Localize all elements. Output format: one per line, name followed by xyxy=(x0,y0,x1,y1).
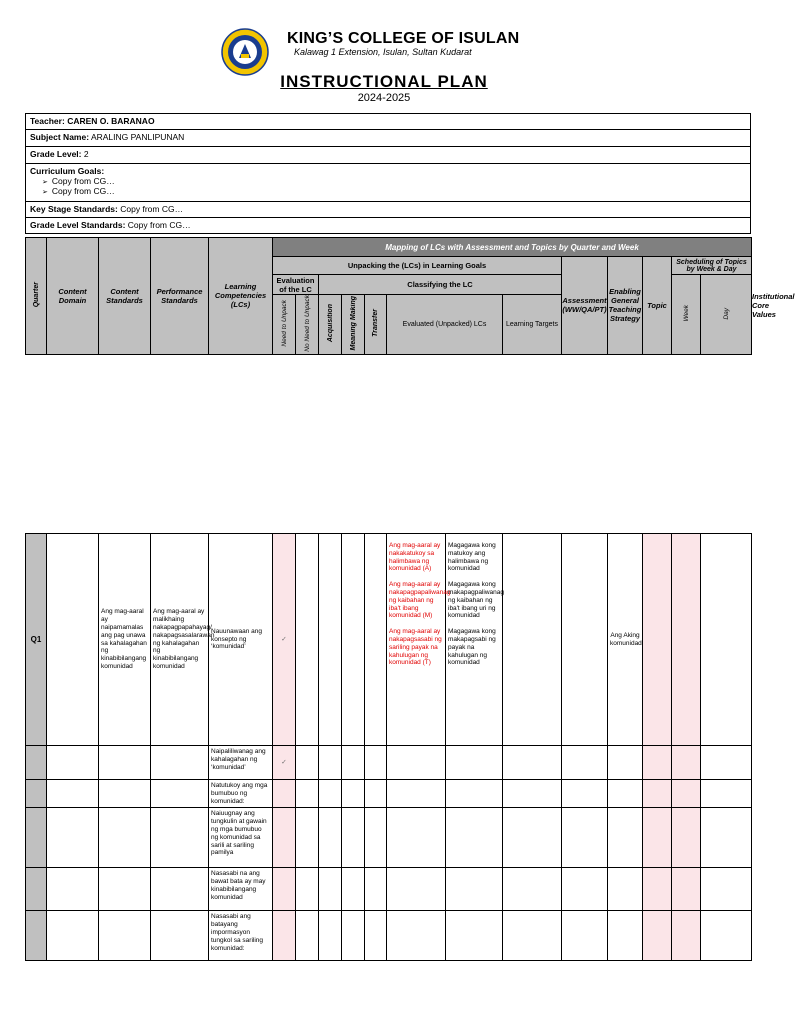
curriculum-goals: Curriculum Goals: ➢ Copy from CG… ➢ Copy from CG… xyxy=(26,164,751,202)
col-learning-targets: Learning Targets xyxy=(503,295,562,355)
table-row xyxy=(26,911,752,961)
grade-level-standards-row: Grade Level Standards: Copy from CG… xyxy=(26,218,751,234)
document-header xyxy=(0,0,768,112)
lc-cell: Naiuugnay ang tungkulin at gawain ng mga bumubuo ng komunidad sa sarili at sariling pamilya xyxy=(209,808,273,868)
mapping-header: Mapping of LCs with Assessment and Topics by Quarter and Week xyxy=(273,238,752,257)
col-performance-standards: Performance Standards xyxy=(151,238,209,355)
col-quarter: Quarter xyxy=(26,238,47,355)
goal-item: ➢ Copy from CG… xyxy=(42,176,746,186)
check-icon: ✓ xyxy=(273,534,296,746)
lc-cell: Natutukoy ang mga bumubuo ng komunidad: xyxy=(209,780,273,808)
col-content-domain: Content Domain xyxy=(47,238,99,355)
col-transfer: Transfer xyxy=(365,295,387,355)
table-row xyxy=(26,868,752,911)
col-enabling-strategy: Enabling General Teaching Strategy xyxy=(608,257,643,355)
plan-grid-body xyxy=(25,533,752,961)
col-day: Day xyxy=(701,275,752,355)
table-row xyxy=(26,780,752,808)
evaluated-lcs-cell: Ang mag-aaral ay nakakatukoy sa halimbawa ng komunidad (A) Ang mag-aaral ay nakapagpapaliwanag ng kaibahan ng iba't ibang komunidad (M) Ang mag-aaral ay nakapagsasabi ng sariling payak na kahulugan ng komunidad (T) xyxy=(387,534,446,746)
check-icon: ✓ xyxy=(273,746,296,780)
col-assessment: Assessment (WW/QA/PT) xyxy=(562,257,608,355)
school-year: 2024-2025 xyxy=(357,92,411,104)
topic-cell: Ang Aking komunidad xyxy=(608,534,643,746)
goal-item: ➢ Copy from CG… xyxy=(42,186,746,196)
col-week: Week xyxy=(672,275,701,355)
unpacking-header: Unpacking the (LCs) in Learning Goals xyxy=(273,257,562,275)
content-standard-cell: Ang mag-aaral ay naipamamalas ang pag unawa sa kahalagahan ng kinabibilangang komunidad xyxy=(99,534,151,746)
performance-standard-cell: Ang mag-aaral ay malikhaing nakapagpapahayag/ nakapagsasalarawan ng kahalagahan ng kinabibilangang komunidad xyxy=(151,534,209,746)
col-no-need-unpack: No Need to Unpack xyxy=(296,295,319,355)
table-row xyxy=(26,746,752,780)
lc-cell: Nasasabi ang batayang impormasyon tungkol sa sariling komunidad: xyxy=(209,911,273,961)
lc-cell: Naipaliliwanag ang kahalagahan ng ‘komunidad’ xyxy=(209,746,273,780)
learning-targets-cell: Magagawa kong matukoy ang halimbawa ng komunidad Magagawa kong makapagpaliwanag ng kaibahan ng iba't ibang uri ng komunidad Magagawa kong makapagsabi ng payak na kahulugan ng komunidad xyxy=(446,534,503,746)
school-address: Kalawag 1 Extension, Isulan, Sultan Kudarat xyxy=(294,47,472,57)
classifying-header: Classifying the LC xyxy=(319,275,562,295)
info-table xyxy=(25,113,751,234)
teacher-row: Teacher: CAREN O. BARANAO xyxy=(26,114,751,130)
school-name: KING’S COLLEGE OF ISULAN xyxy=(287,30,520,47)
quarter-cell: Q1 xyxy=(26,534,47,746)
table-row xyxy=(26,808,752,868)
evaluation-header: Evaluation of the LC xyxy=(273,275,319,295)
subject-row: Subject Name: ARALING PANLIPUNAN xyxy=(26,130,751,147)
key-stage-row: Key Stage Standards: Copy from CG… xyxy=(26,202,751,218)
col-content-standards: Content Standards xyxy=(99,238,151,355)
school-seal-icon xyxy=(221,28,269,76)
lc-cell: Nauunawaan ang konsepto ng ‘komunidad’ xyxy=(209,534,273,746)
col-acquisition: Acquisition xyxy=(319,295,342,355)
table-row xyxy=(26,534,752,746)
col-topic: Topic xyxy=(643,257,672,355)
plan-grid-header: Quarter Content Domain Content Standards Performance Standards Learning Competencies (LCs) Mapping of LCs with Assessment and Topics by Quarter and Week Unpacking the (LCs) in Learning Goals Assessment (WW/QA/PT) Enabling General Teaching Strategy Topic Scheduling of Topics by Week & Day Institutional Core Values Evaluation of the LC Classifying the LC Week Day Need to Unpack No Need to Unpack Acquisition Meaning Making Transfer Evaluated (Unpacked) LCs Learning Targets xyxy=(25,237,752,355)
col-meaning-making: Meaning Making xyxy=(342,295,365,355)
col-evaluated-lcs: Evaluated (Unpacked) LCs xyxy=(387,295,503,355)
page-title: INSTRUCTIONAL PLAN xyxy=(280,72,488,91)
scheduling-header: Scheduling of Topics by Week & Day xyxy=(672,257,752,275)
lc-cell: Nasasabi na ang bawat bata ay may kinabibilangang komunidad xyxy=(209,868,273,911)
col-learning-competencies: Learning Competencies (LCs) xyxy=(209,238,273,355)
content-domain-cell xyxy=(47,534,99,746)
col-need-unpack: Need to Unpack xyxy=(273,295,296,355)
grade-row: Grade Level: 2 xyxy=(26,147,751,164)
